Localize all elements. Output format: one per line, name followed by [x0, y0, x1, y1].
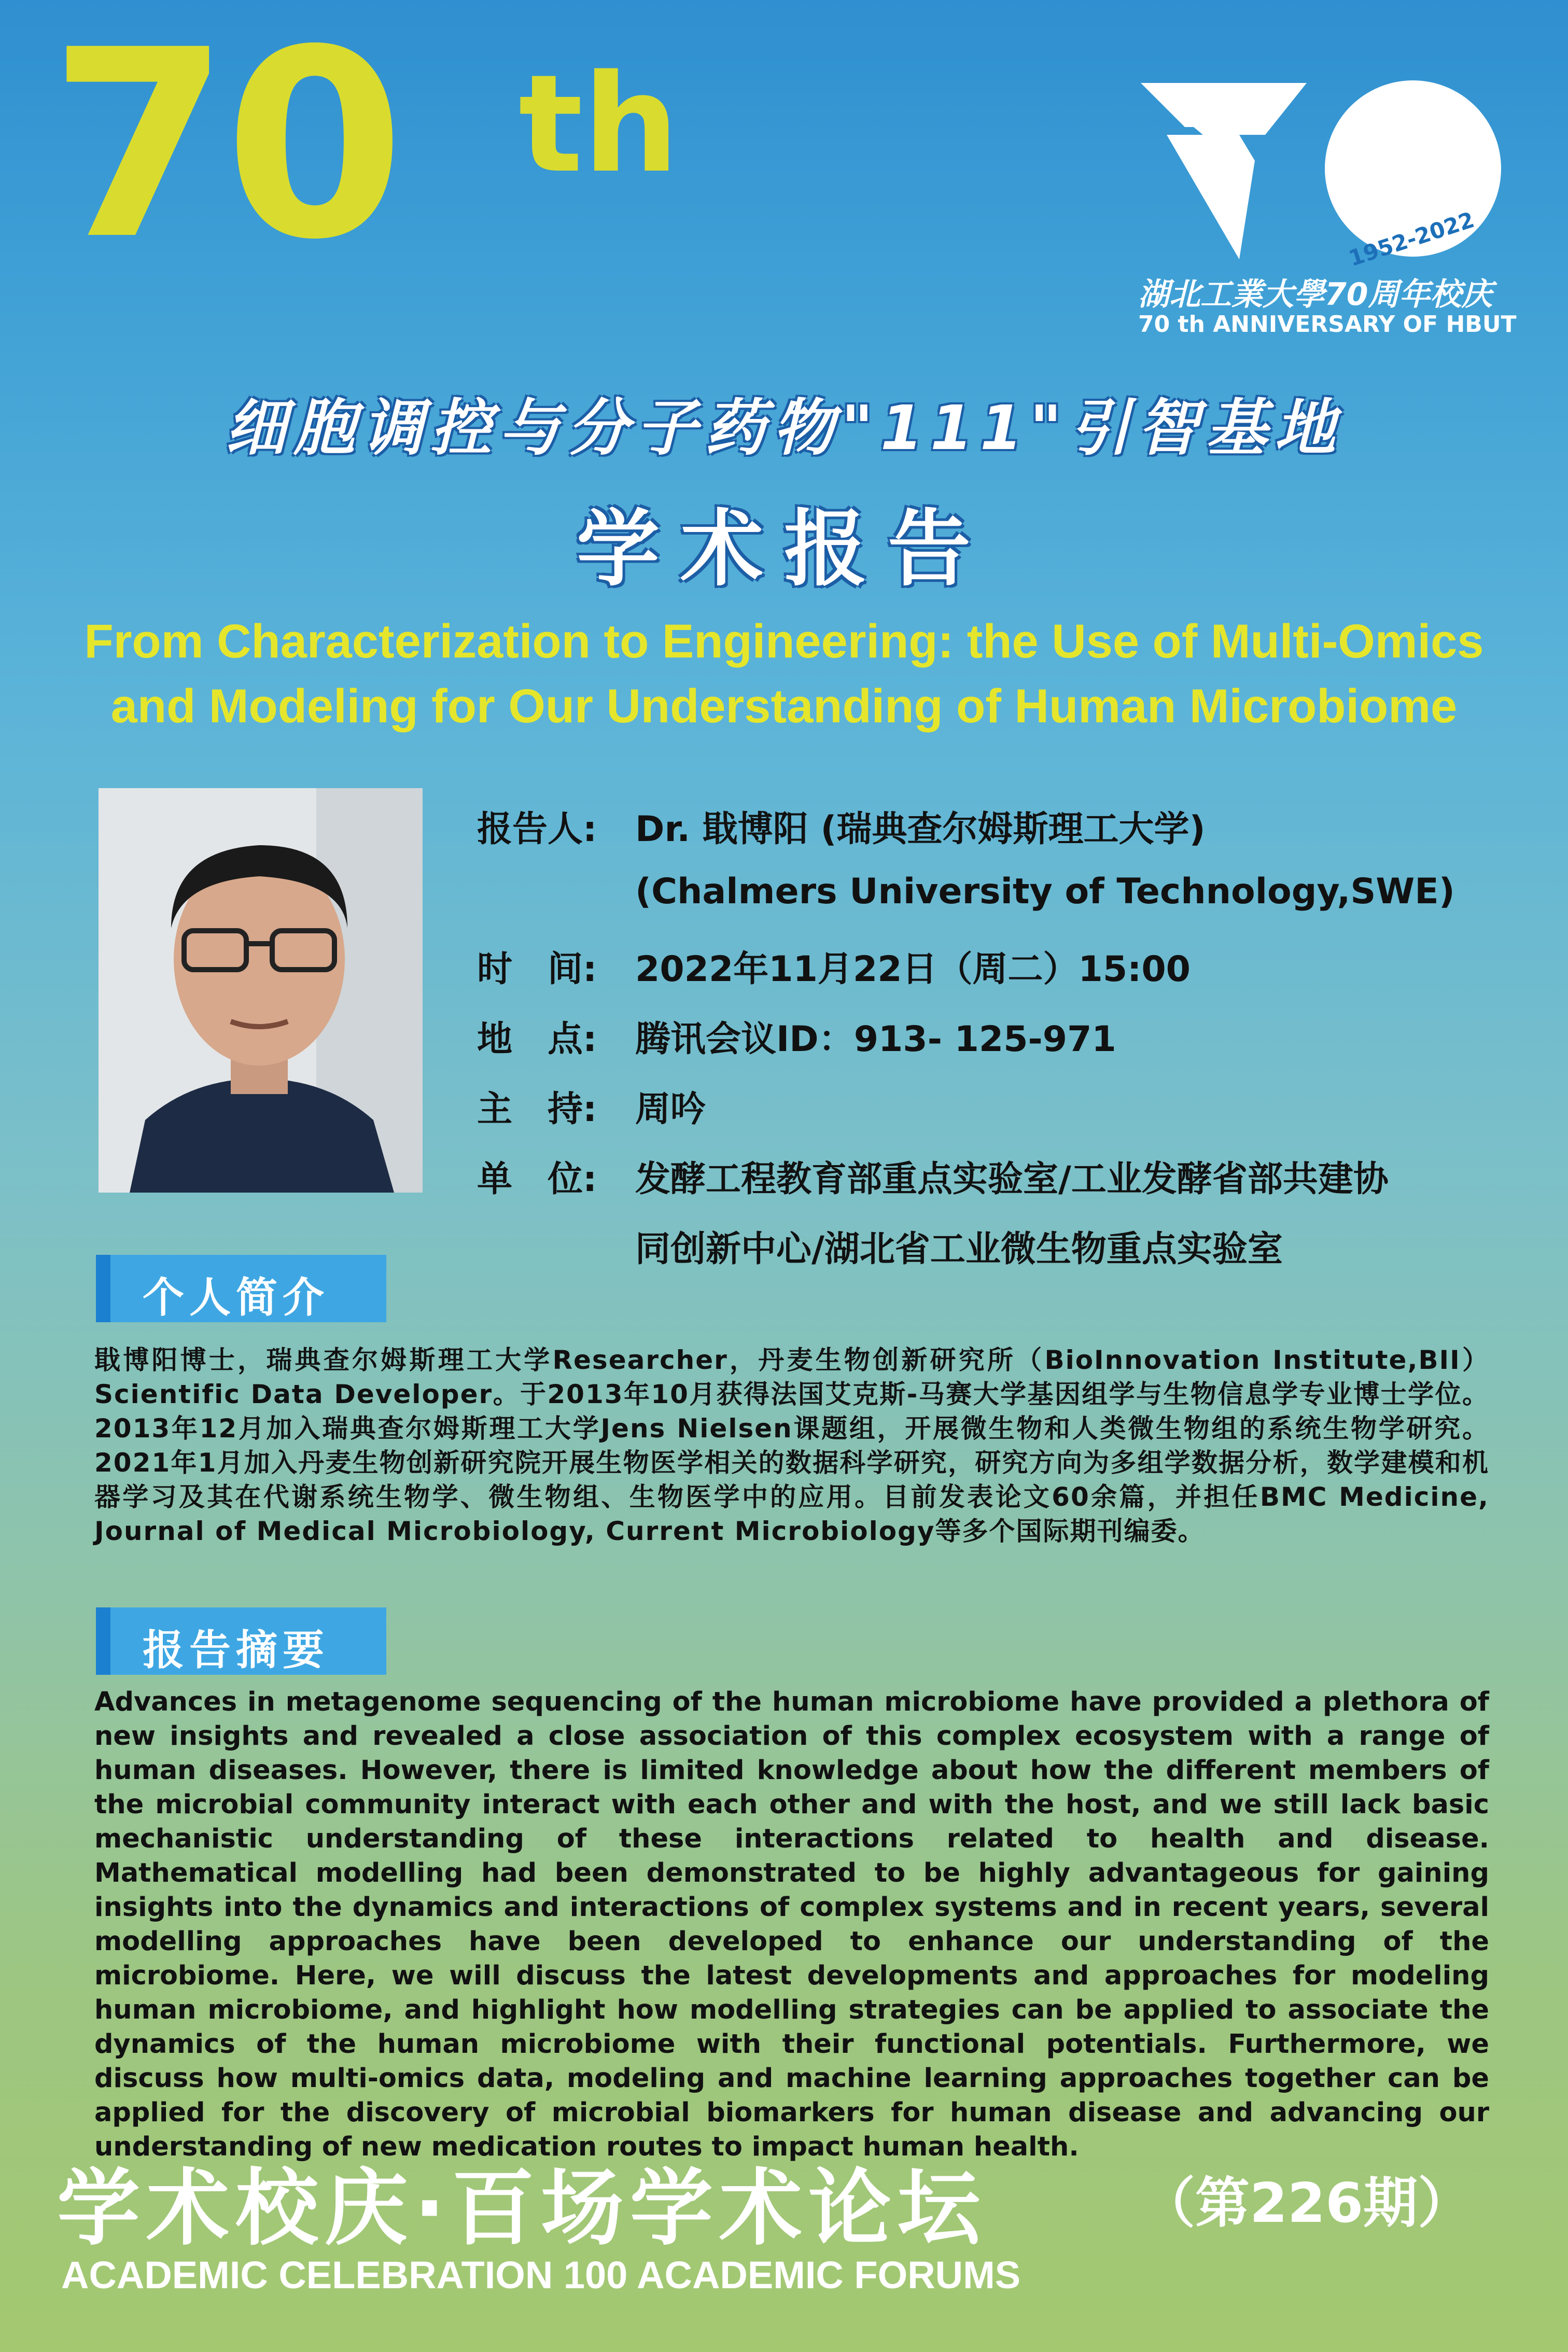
speaker-affiliation-en: (Chalmers University of Technology,SWE) — [635, 871, 1455, 912]
abstract-heading-text: 报告摘要 — [143, 1626, 329, 1674]
unit-value-line-2: 同创新中心/湖北省工业微生物重点实验室 — [635, 1229, 1283, 1270]
speaker-label: 报告人: — [477, 809, 597, 850]
logo-english-text: 70 th ANNIVERSARY OF HBUT — [1138, 311, 1517, 338]
abstract-heading — [96, 1607, 386, 1675]
hbut-70-logo — [1136, 78, 1509, 285]
logo-years: 1952-2022 — [1346, 206, 1478, 272]
bio-text: 戢博阳博士，瑞典查尔姆斯理工大学Researcher，丹麦生物创新研究所（BioInnovation Institute,BII）Scientific Data Developer。于2013年10月获得法国艾克斯-马赛大学基因组学与生物信息学专业博士学位。2013年12月加入瑞典查尔姆斯理工大学Jens Nielsen课题组，开展微生物和人类微生物组的系统生物学研究。2021年1月加入丹麦生物创新研究院开展生物医学相关的数据科学研究，研究方向为多组学数据分析，数学建模和机器学习及其在代谢系统生物学、微生物组、生物医学中的应用。目前发表论文60余篇，并担任BMC Medicine, Journal of Medical Microbiology, Current Microbiology等多个国际期刊编委。 — [94, 1345, 1489, 1546]
bio-heading — [96, 1255, 386, 1322]
abstract-heading-bar — [96, 1607, 110, 1675]
english-title-line-1: From Characterization to Engineering: the Use of Multi-Omics — [84, 615, 1484, 668]
footer-english-title: ACADEMIC CELEBRATION 100 ACADEMIC FORUMS — [61, 2253, 1021, 2297]
bio-heading-text: 个人简介 — [143, 1273, 329, 1322]
footer-issue-number: （第226期） — [1141, 2172, 1473, 2235]
time-value: 2022年11月22日（周二）15:00 — [635, 949, 1191, 990]
base-title: 细胞调控与分子药物"111"引智基地 — [225, 392, 1343, 464]
time-label: 时 间: — [477, 949, 597, 990]
host-label: 主 持: — [477, 1089, 597, 1130]
host-value: 周吟 — [635, 1089, 706, 1130]
unit-label: 单 位: — [477, 1159, 597, 1200]
speaker-photo — [99, 788, 423, 1193]
footer-chinese-title: 学术校庆·百场学术论坛 — [57, 2160, 987, 2257]
logo-chinese-text: 湖北工業大學70周年校庆 — [1138, 276, 1493, 313]
place-value: 腾讯会议ID：913- 125-971 — [635, 1019, 1116, 1060]
report-title: 学术报告 — [576, 500, 991, 597]
speaker-value: Dr. 戢博阳 (瑞典查尔姆斯理工大学) — [635, 809, 1206, 850]
abstract-text: Advances in metagenome sequencing of the human microbiome have provided a plethora of new insights and revealed a close association of this complex ecosystem with a range of human diseases. However, there is limited knowledge about how the different members of the microbial community interact with each other and with the host, and we still lack basic mechanistic understanding of these interactions related to health and disease. Mathematical modelling had been demonstrated to be highly advantageous for gaining insights into the dynamics and interactions of complex systems and in recent years, several modelling approaches have been developed to enhance our understanding of the microbiome. Here, we will discuss the latest developments and approaches for modeling human microbiome, and highlight how modelling strategies can be applied to associate the dynamics of the human microbiome with their functional potentials. Furthermore, we discuss how multi-omics data, modeling and machine learning approaches together can be applied for the discovery of microbial biomarkers for human disease and advancing our understanding of new medication routes to impact human health. — [94, 1687, 1489, 2162]
place-label: 地 点: — [477, 1019, 597, 1060]
english-title-line-2: and Modeling for Our Understanding of Human Microbiome — [110, 680, 1458, 733]
unit-value-line-1: 发酵工程教育部重点实验室/工业发酵省部共建协 — [635, 1159, 1389, 1200]
bio-heading-bar — [96, 1255, 110, 1322]
anniversary-suffix: th — [519, 46, 679, 203]
anniversary-number: 70 — [49, 0, 400, 296]
